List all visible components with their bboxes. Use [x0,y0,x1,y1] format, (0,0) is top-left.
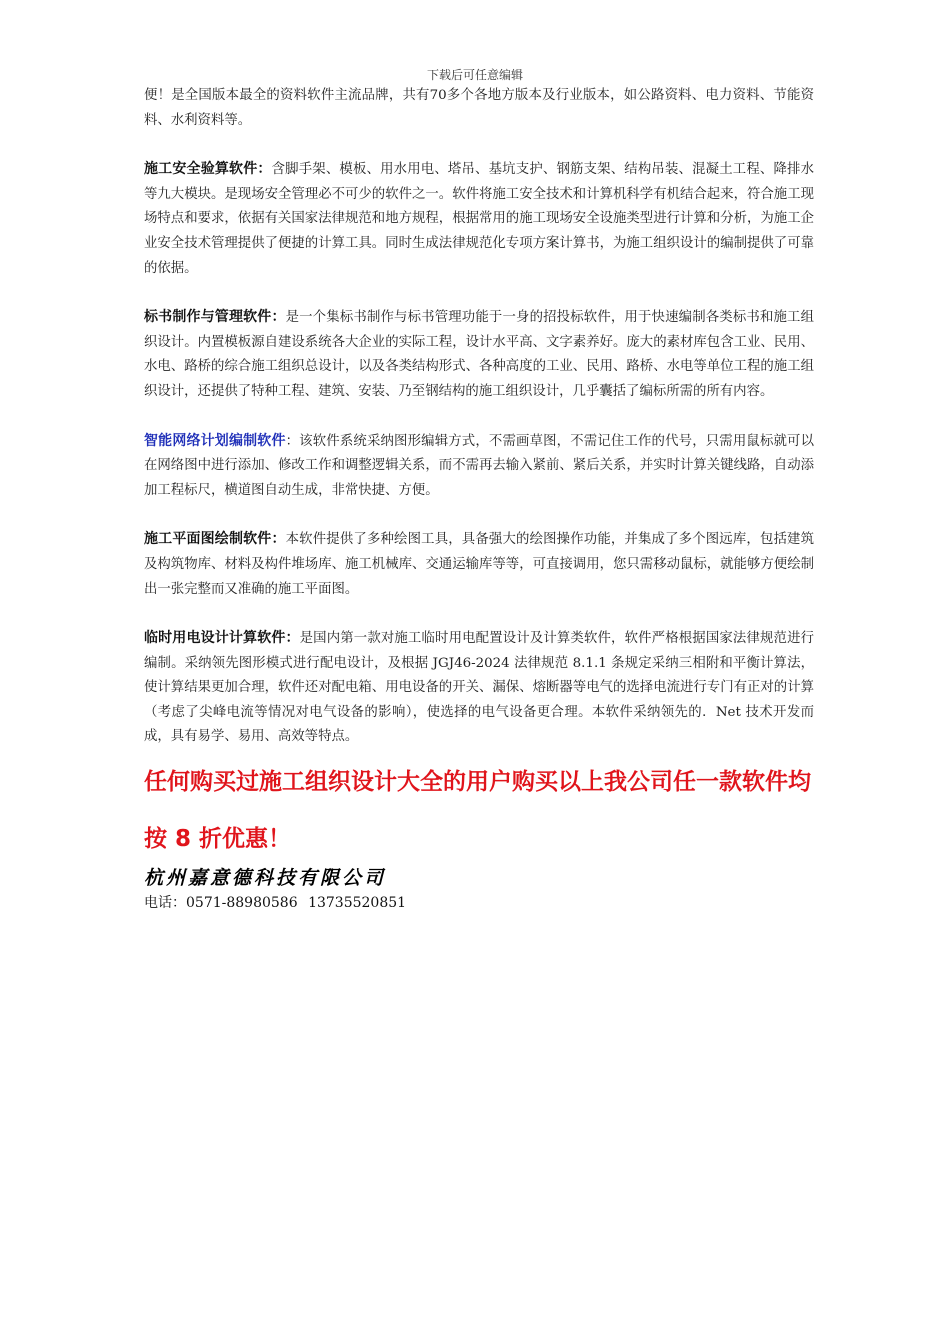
promo-banner: 任何购买过施工组织设计大全的用户购买以上我公司任一款软件均按 8 折优惠！ [144,769,811,853]
section-body: 含脚手架、模板、用水用电、塔吊、基坑支护、钢筋支架、结构吊装、混凝土工程、降排水等九大模块。是现场安全管理必不可少的软件之一。软件将施工安全技术和计算机科学有机结合起来，符合施工现场特点和要求，依据有关国家法律规范和地方规程，根据常用的施工现场安全设施类型进行计算和分析，为施工企业安全技术管理提供了便捷的计算工具。同时生成法律规范化专项方案计算书，为施工组织设计的编制提供了可靠的依据。 [144,162,815,276]
intro-paragraph: 便！是全国版本最全的资料软件主流品牌，共有70多个各地方版本及行业版本，如公路资料、电力资料、节能资料、水利资料等。 [144,88,814,128]
section-bid-software [144,305,814,404]
section-temp-power [144,626,814,750]
contact-phone: 电话：0571-88980586 13735520851 [144,895,407,912]
section-site-plan [144,527,814,602]
section-title-link[interactable]: 智能网络计划编制软件 [144,432,286,449]
section-title: 施工平面图绘制软件： [144,531,286,548]
company-name: 杭州嘉意德科技有限公司 [144,867,387,890]
section-network-plan [144,429,814,504]
section-body: 是国内第一款对施工临时用电配置设计及计算类软件，软件严格根据国家法律规范进行编制。采纳领先图形模式进行配电设计，及根据 JGJ46-2024 法律规范 8.1.1 条规定采纳三相附和平衡计算法，使计算结果更加合理，软件还对配电箱、用电设备的开关、漏保、熔断器等电气的选择电流进行专门有正对的计算（考虑了尖峰电流等情况对电气设备的影响），使选择的电气设备更合理。本软件采纳领先的．Net 技术开发而成，具有易学、易用、高效等特点。 [144,631,814,745]
section-title: 临时用电设计计算软件： [144,630,300,647]
section-body: 本软件提供了多种绘图工具，具备强大的绘图操作功能，并集成了多个图远库，包括建筑及构筑物库、材料及构件堆场库、施工机械库、交通运输库等等，可直接调用，您只需移动鼠标，就能够方便绘制出一张完整而又准确的施工平面图。 [144,532,815,597]
section-title: 施工安全验算软件： [144,161,272,178]
section-body: ：该软件系统采纳图形编辑方式，不需画草图，不需记住工作的代号，只需用鼠标就可以在网络图中进行添加、修改工作和调整逻辑关系，而不需再去输入紧前、紧后关系，并实时计算关键线路，自动添加工程标尺，横道图自动生成，非常快捷、方便。 [144,433,815,498]
section-body: 是一个集标书制作与标书管理功能于一身的招投标软件，用于快速编制各类标书和施工组织设计。内置模板源自建设系统各大企业的实际工程，设计水平高、文字素养好。庞大的素材库包含工业、民用、水电、路桥的综合施工组织总设计，以及各类结构形式、各种高度的工业、民用、路桥、水电等单位工程的施工组织设计，还提供了特种工程、建筑、安装、乃至钢结构的施工组织设计，几乎囊括了编标所需的所有内容。 [144,310,815,399]
section-title: 标书制作与管理软件： [144,309,286,326]
document-body [144,84,814,914]
header-note: 下载后可任意编辑 [426,68,523,82]
section-safety-calc [144,157,814,281]
